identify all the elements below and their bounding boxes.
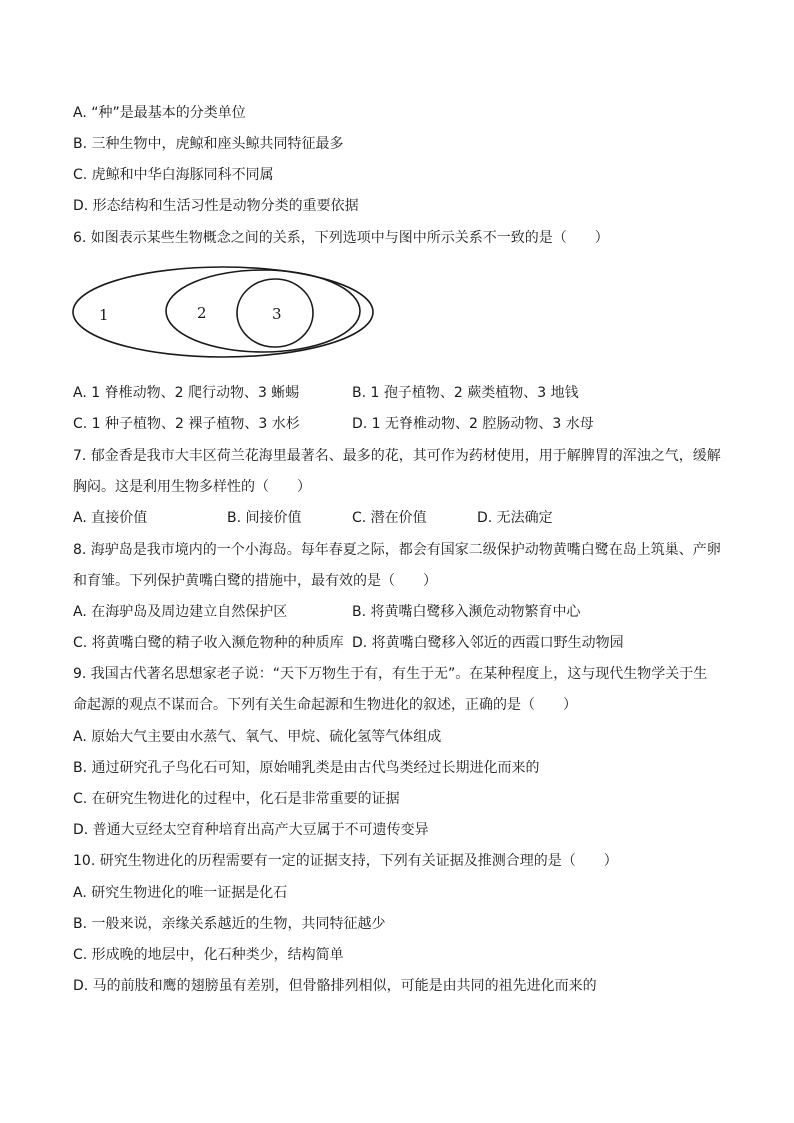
venn-label-1: 1	[99, 306, 109, 324]
q8-option-a: A. 在海驴岛及周边建立自然保护区	[73, 604, 288, 620]
q9-option-a: A. 原始大气主要由水蒸气、氧气、甲烷、硫化氢等气体组成	[73, 729, 442, 745]
q6-option-d: D. 1 无脊椎动物、2 腔肠动物、3 水母	[352, 416, 594, 432]
q8-stem-line-2: 和育雏。下列保护黄嘴白鹭的措施中，最有效的是（ ）	[73, 573, 437, 589]
q10-option-a: A. 研究生物进化的唯一证据是化石	[73, 885, 288, 901]
q9-option-d: D. 普通大豆经太空育种培育出高产大豆属于不可遗传变异	[73, 822, 429, 838]
q6-stem: 6. 如图表示某些生物概念之间的关系，下列选项中与图中所示关系不一致的是（ ）	[73, 230, 609, 246]
q8-option-b: B. 将黄嘴白鹭移入濒危动物繁育中心	[352, 604, 581, 620]
concept-venn-diagram	[70, 255, 390, 359]
q10-option-c: C. 形成晚的地层中，化石种类少，结构简单	[73, 947, 344, 963]
q9-option-b: B. 通过研究孔子鸟化石可知，原始哺乳类是由古代鸟类经过长期进化而来的	[73, 760, 540, 776]
q5-option-c: C. 虎鲸和中华白海豚同科不同属	[73, 167, 274, 183]
q6-option-b: B. 1 孢子植物、2 蕨类植物、3 地钱	[352, 385, 579, 401]
q5-option-a: A. “种”是最基本的分类单位	[73, 105, 246, 121]
q7-option-a: A. 直接价值	[73, 510, 148, 526]
q9-option-c: C. 在研究生物进化的过程中，化石是非常重要的证据	[73, 791, 400, 807]
q8-option-c: C. 将黄嘴白鹭的精子收入濒危物种的种质库	[73, 635, 344, 651]
venn-label-2: 2	[197, 304, 207, 322]
q6-option-c: C. 1 种子植物、2 裸子植物、3 水杉	[73, 416, 300, 432]
q5-option-d: D. 形态结构和生活习性是动物分类的重要依据	[73, 198, 359, 214]
q7-option-c: C. 潜在价值	[352, 510, 427, 526]
q5-option-b: B. 三种生物中，虎鲸和座头鲸共同特征最多	[73, 136, 344, 152]
q9-stem-line-1: 9. 我国古代著名思想家老子说：“天下万物生于有，有生于无”。在某种程度上，这与现代生物学关于生	[73, 666, 708, 682]
q10-option-b: B. 一般来说，亲缘关系越近的生物，共同特征越少	[73, 916, 386, 932]
q10-stem: 10. 研究生物进化的历程需要有一定的证据支持，下列有关证据及推测合理的是（ ）	[73, 853, 618, 869]
q7-stem-line-2: 胸闷。这是利用生物多样性的（ ）	[73, 479, 311, 495]
q7-option-b: B. 间接价值	[227, 510, 302, 526]
venn-label-3: 3	[272, 305, 282, 323]
q10-option-d: D. 马的前肢和鹰的翅膀虽有差别，但骨骼排列相似，可能是由共同的祖先进化而来的	[73, 978, 597, 994]
q7-option-d: D. 无法确定	[477, 510, 553, 526]
q9-stem-line-2: 命起源的观点不谋而合。下列有关生命起源和生物进化的叙述，正确的是（ ）	[73, 697, 577, 713]
q8-stem-line-1: 8. 海驴岛是我市境内的一个小海岛。每年春夏之际，都会有国家二级保护动物黄嘴白鹭在岛上筑巢、产卵	[73, 542, 721, 558]
q6-option-a: A. 1 脊椎动物、2 爬行动物、3 蜥蜴	[73, 385, 300, 401]
q7-stem-line-1: 7. 郁金香是我市大丰区荷兰花海里最著名、最多的花，其可作为药材使用，用于解脾胃的浑浊之气，缓解	[73, 448, 721, 464]
q8-option-d: D. 将黄嘴白鹭移入邻近的西霞口野生动物园	[352, 635, 624, 651]
venn-middle-ellipse	[166, 270, 360, 352]
